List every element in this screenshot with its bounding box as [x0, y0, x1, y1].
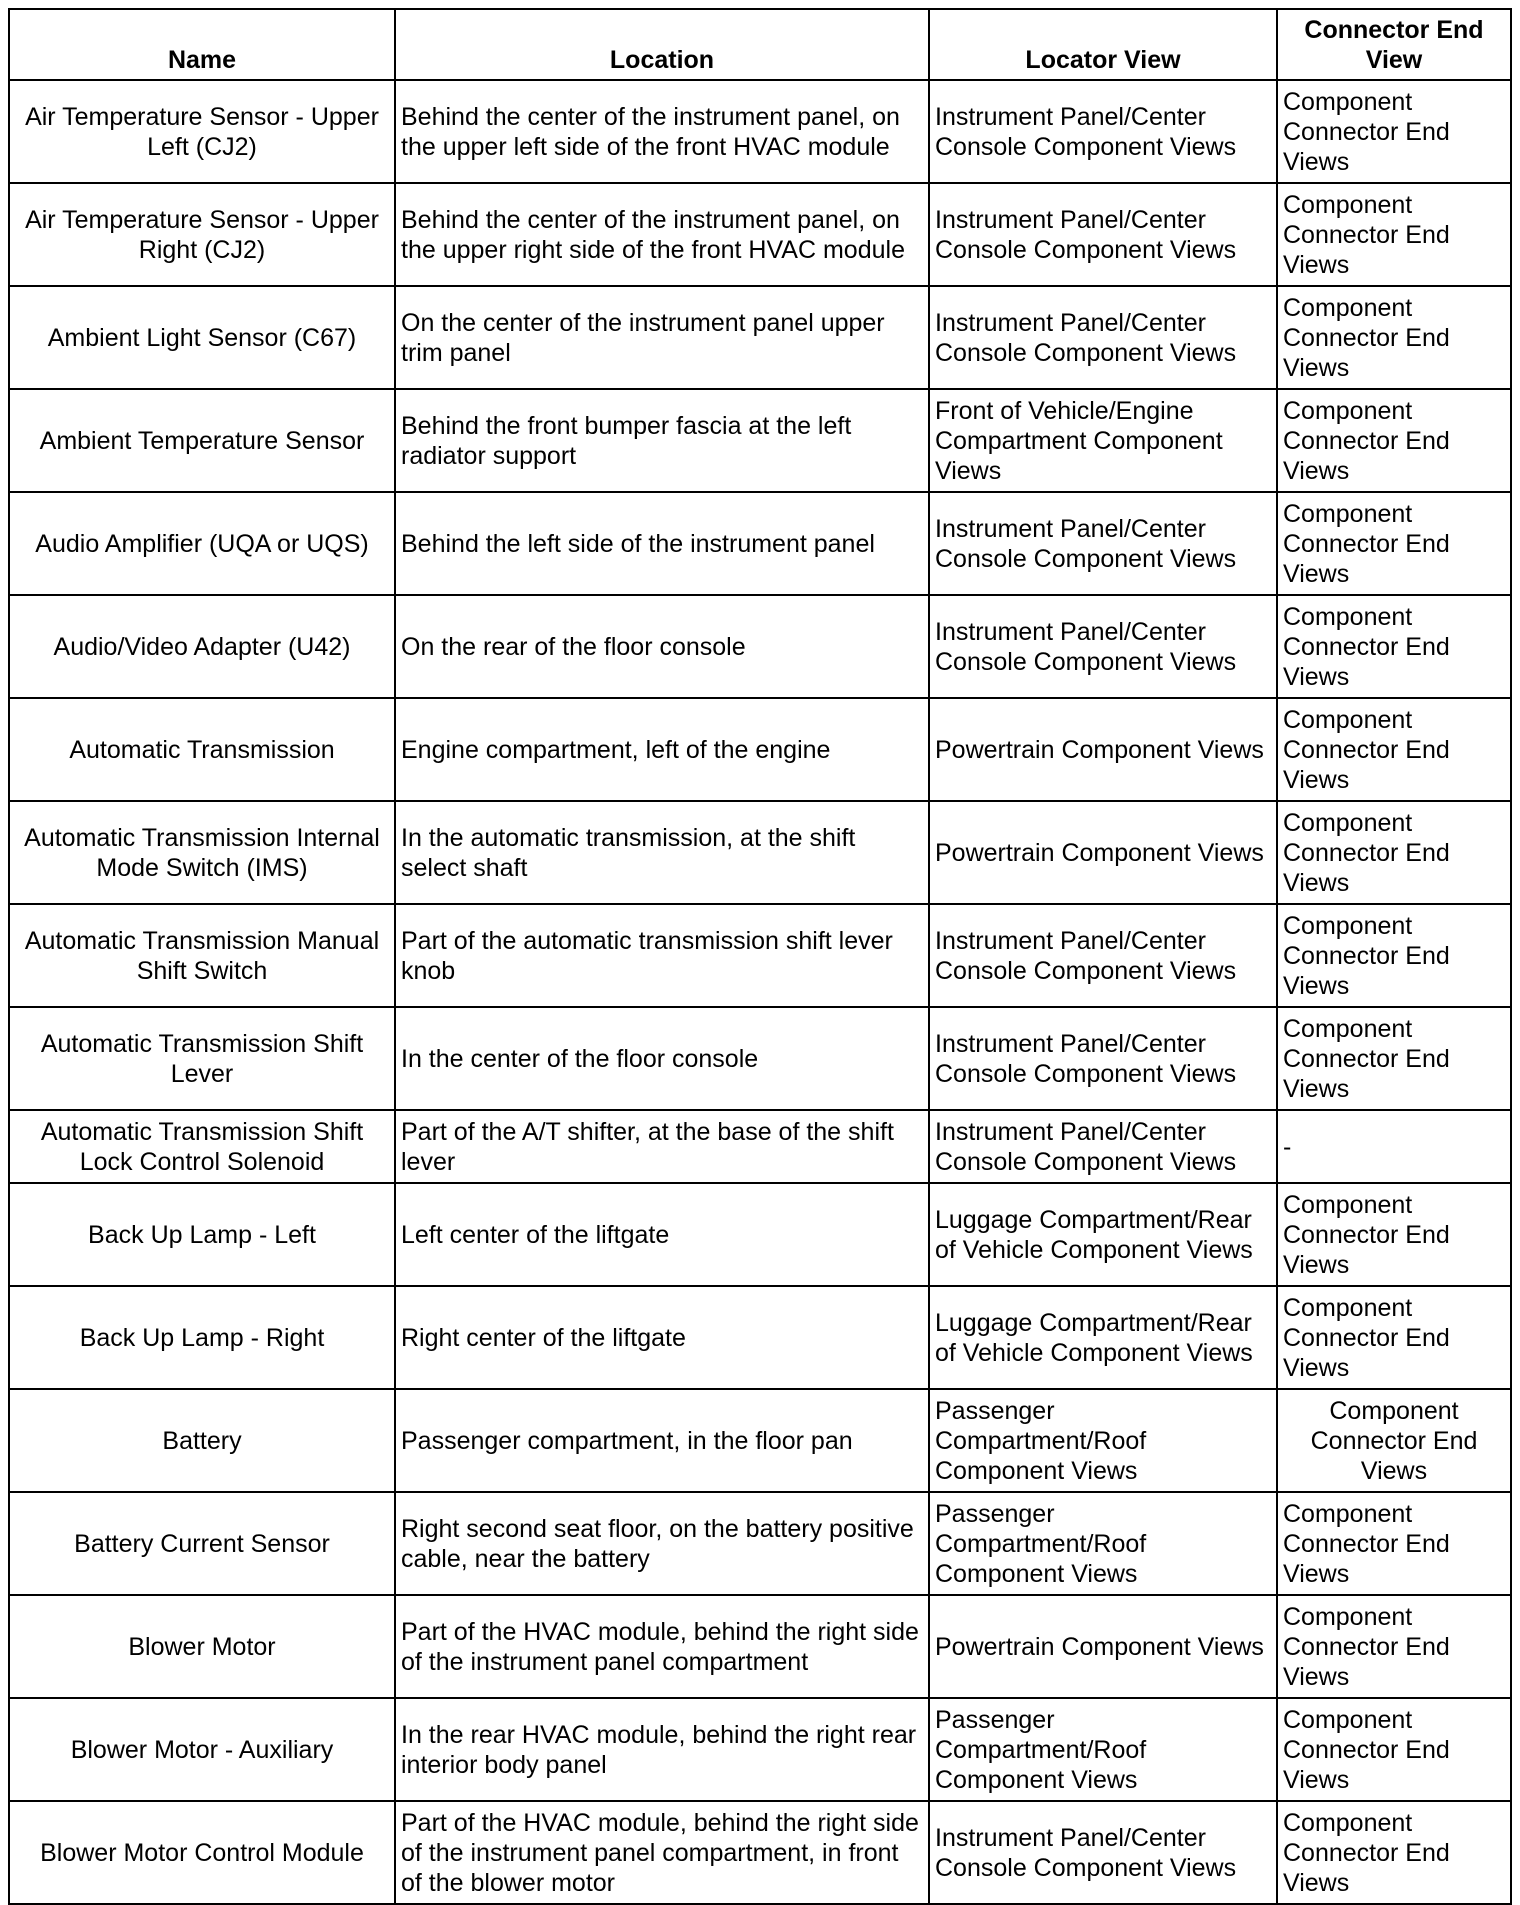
cell-locator-view: Instrument Panel/Center Console Component Views — [929, 492, 1277, 595]
cell-locator-view: Instrument Panel/Center Console Component Views — [929, 1007, 1277, 1110]
table-row — [9, 80, 1511, 183]
cell-location: Part of the A/T shifter, at the base of the shift lever — [395, 1110, 929, 1183]
cell-name: Air Temperature Sensor - Upper Left (CJ2) — [9, 80, 395, 183]
table-row — [9, 1007, 1511, 1110]
cell-name: Ambient Temperature Sensor — [9, 389, 395, 492]
cell-location: Part of the HVAC module, behind the right side of the instrument panel compartment, in front of the blower motor — [395, 1801, 929, 1904]
cell-locator-view: Instrument Panel/Center Console Component Views — [929, 595, 1277, 698]
table-row — [9, 1110, 1511, 1183]
cell-name: Back Up Lamp - Left — [9, 1183, 395, 1286]
cell-locator-view: Instrument Panel/Center Console Component Views — [929, 183, 1277, 286]
cell-name: Automatic Transmission Internal Mode Switch (IMS) — [9, 801, 395, 904]
cell-name: Battery — [9, 1389, 395, 1492]
table-row — [9, 1801, 1511, 1904]
cell-locator-view: Passenger Compartment/Roof Component Views — [929, 1492, 1277, 1595]
table-row — [9, 1492, 1511, 1595]
cell-connector-end-view: Component Connector End Views — [1277, 286, 1511, 389]
table-row — [9, 286, 1511, 389]
cell-location: Right second seat floor, on the battery positive cable, near the battery — [395, 1492, 929, 1595]
cell-locator-view: Luggage Compartment/Rear of Vehicle Component Views — [929, 1286, 1277, 1389]
cell-name: Air Temperature Sensor - Upper Right (CJ2) — [9, 183, 395, 286]
cell-location: Engine compartment, left of the engine — [395, 698, 929, 801]
cell-locator-view: Powertrain Component Views — [929, 801, 1277, 904]
header-connector-end-view: Connector End View — [1277, 9, 1511, 80]
cell-connector-end-view: Component Connector End Views — [1277, 1698, 1511, 1801]
table-row — [9, 904, 1511, 1007]
cell-locator-view: Passenger Compartment/Roof Component Views — [929, 1698, 1277, 1801]
cell-locator-view: Powertrain Component Views — [929, 698, 1277, 801]
cell-location: On the rear of the floor console — [395, 595, 929, 698]
table-row — [9, 492, 1511, 595]
cell-location: On the center of the instrument panel upper trim panel — [395, 286, 929, 389]
table-header-row — [9, 9, 1511, 80]
cell-locator-view: Instrument Panel/Center Console Component Views — [929, 904, 1277, 1007]
header-locator-view: Locator View — [929, 9, 1277, 80]
table-row — [9, 1389, 1511, 1492]
cell-locator-view: Instrument Panel/Center Console Component Views — [929, 286, 1277, 389]
cell-name: Audio Amplifier (UQA or UQS) — [9, 492, 395, 595]
cell-name: Automatic Transmission Shift Lock Control Solenoid — [9, 1110, 395, 1183]
cell-location: Behind the front bumper fascia at the left radiator support — [395, 389, 929, 492]
cell-connector-end-view: Component Connector End Views — [1277, 1801, 1511, 1904]
cell-connector-end-view: Component Connector End Views — [1277, 1595, 1511, 1698]
table-row — [9, 1595, 1511, 1698]
cell-connector-end-view: Component Connector End Views — [1277, 904, 1511, 1007]
cell-locator-view: Front of Vehicle/Engine Compartment Component Views — [929, 389, 1277, 492]
cell-location: In the rear HVAC module, behind the right rear interior body panel — [395, 1698, 929, 1801]
cell-connector-end-view: Component Connector End Views — [1277, 80, 1511, 183]
cell-connector-end-view: Component Connector End Views — [1277, 698, 1511, 801]
cell-connector-end-view: Component Connector End Views — [1277, 1183, 1511, 1286]
table-row — [9, 801, 1511, 904]
table-row — [9, 1286, 1511, 1389]
table-row — [9, 389, 1511, 492]
cell-connector-end-view: Component Connector End Views — [1277, 1492, 1511, 1595]
cell-locator-view: Instrument Panel/Center Console Component Views — [929, 1801, 1277, 1904]
table-row — [9, 1183, 1511, 1286]
cell-connector-end-view: - — [1277, 1110, 1511, 1183]
cell-location: Behind the left side of the instrument panel — [395, 492, 929, 595]
cell-location: Right center of the liftgate — [395, 1286, 929, 1389]
cell-connector-end-view: Component Connector End Views — [1277, 1286, 1511, 1389]
component-locator-table — [8, 8, 1512, 1905]
table-row — [9, 183, 1511, 286]
cell-locator-view: Powertrain Component Views — [929, 1595, 1277, 1698]
table-row — [9, 595, 1511, 698]
cell-connector-end-view: Component Connector End Views — [1277, 492, 1511, 595]
cell-locator-view: Luggage Compartment/Rear of Vehicle Component Views — [929, 1183, 1277, 1286]
cell-location: In the center of the floor console — [395, 1007, 929, 1110]
cell-name: Automatic Transmission Shift Lever — [9, 1007, 395, 1110]
cell-name: Blower Motor Control Module — [9, 1801, 395, 1904]
cell-location: Part of the automatic transmission shift lever knob — [395, 904, 929, 1007]
cell-location: In the automatic transmission, at the shift select shaft — [395, 801, 929, 904]
header-name: Name — [9, 9, 395, 80]
cell-location: Behind the center of the instrument panel, on the upper right side of the front HVAC module — [395, 183, 929, 286]
header-location: Location — [395, 9, 929, 80]
cell-connector-end-view: Component Connector End Views — [1277, 1389, 1511, 1492]
cell-location: Behind the center of the instrument panel, on the upper left side of the front HVAC module — [395, 80, 929, 183]
cell-connector-end-view: Component Connector End Views — [1277, 595, 1511, 698]
cell-name: Automatic Transmission Manual Shift Switch — [9, 904, 395, 1007]
cell-locator-view: Instrument Panel/Center Console Component Views — [929, 1110, 1277, 1183]
cell-connector-end-view: Component Connector End Views — [1277, 1007, 1511, 1110]
cell-location: Part of the HVAC module, behind the right side of the instrument panel compartment — [395, 1595, 929, 1698]
cell-location: Left center of the liftgate — [395, 1183, 929, 1286]
cell-name: Ambient Light Sensor (C67) — [9, 286, 395, 389]
cell-connector-end-view: Component Connector End Views — [1277, 801, 1511, 904]
cell-name: Battery Current Sensor — [9, 1492, 395, 1595]
cell-name: Blower Motor — [9, 1595, 395, 1698]
table-row — [9, 1698, 1511, 1801]
cell-locator-view: Instrument Panel/Center Console Component Views — [929, 80, 1277, 183]
cell-name: Audio/Video Adapter (U42) — [9, 595, 395, 698]
cell-location: Passenger compartment, in the floor pan — [395, 1389, 929, 1492]
cell-name: Back Up Lamp - Right — [9, 1286, 395, 1389]
cell-locator-view: Passenger Compartment/Roof Component Views — [929, 1389, 1277, 1492]
cell-name: Automatic Transmission — [9, 698, 395, 801]
cell-connector-end-view: Component Connector End Views — [1277, 183, 1511, 286]
cell-connector-end-view: Component Connector End Views — [1277, 389, 1511, 492]
table-row — [9, 698, 1511, 801]
cell-name: Blower Motor - Auxiliary — [9, 1698, 395, 1801]
